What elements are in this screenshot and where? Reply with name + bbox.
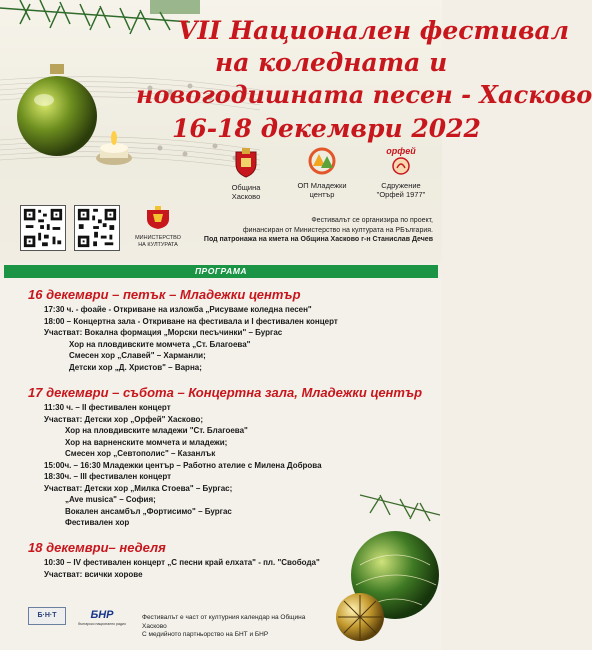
schedule-line: Участват: всички хорове xyxy=(44,569,143,579)
funding-note xyxy=(183,216,433,245)
schedule-line: Хор на пловдивските момчета „Ст. Благоева" xyxy=(69,339,251,349)
footer-line-2: С медийното партньорство на БНТ и БНР xyxy=(142,631,269,638)
day2-title: 17 декември – събота – Концертна зала, Младежки център xyxy=(28,385,423,400)
orfei-logo xyxy=(366,146,436,199)
lion-crest-icon xyxy=(143,206,173,230)
funding-line-2: финансиран от Министерство на културата на РБългария. xyxy=(242,226,433,234)
schedule-line: Детски хор „Д. Христов" – Варна; xyxy=(69,362,202,372)
schedule-line: Фестивален хор xyxy=(65,518,130,527)
day1-title: 16 декември – петък – Младежки център xyxy=(28,287,301,302)
schedule-line: Хор на пловдивските младежи "Ст. Благоева" xyxy=(65,426,248,435)
program-heading: ПРОГРАМА xyxy=(4,265,438,278)
day2-schedule xyxy=(44,402,322,529)
festival-banner xyxy=(0,0,592,262)
orfei-label-line2: "Орфей 1977" xyxy=(376,190,426,199)
schedule-line: Смесен хор „Славей" – Харманли; xyxy=(69,351,206,360)
schedule-line: 18:00 – Концертна зала - Откриване на фестивала и I фестивален концерт xyxy=(44,316,338,326)
schedule-line: Участват: Детски хор „Орфей" Хасково; xyxy=(44,414,204,424)
qr-code-icon[interactable] xyxy=(74,205,120,251)
op-label-line2: център xyxy=(309,190,335,199)
bottom-ornaments-decoration xyxy=(300,495,442,650)
schedule-line: 17:30 ч. - фоайе - Откриване на изложба „Рисуваме коледна песен" xyxy=(44,305,312,314)
ministry-label-line1: МИНИСТЕРСТВО xyxy=(135,235,181,241)
ministry-label-line2: НА КУЛТУРАТА xyxy=(138,241,178,248)
footer-line-1: Фестивалът е част от културния календар на Община Хасково xyxy=(142,614,306,630)
orfei-emblem-icon xyxy=(388,156,414,176)
schedule-line: Участват: Вокална формация „Морски песъчинки" – Бургас xyxy=(44,328,283,337)
green-ornament-decoration xyxy=(14,64,104,164)
day1-schedule xyxy=(44,304,338,373)
op-youth-center-logo xyxy=(286,146,358,199)
day3-title: 18 декември– неделя xyxy=(28,540,166,555)
footer-note xyxy=(142,614,312,640)
title-line-3: новогодишната песен - Хасково xyxy=(136,80,592,109)
bnr-logo xyxy=(78,608,126,628)
coat-of-arms-icon xyxy=(233,148,259,178)
funding-line-3: Под патронажа на кмета на Община Хасково г-н Станислав Дечев xyxy=(203,236,433,243)
title-line-1: VII Национален фестивал xyxy=(178,16,570,45)
schedule-line: 10:30 – IV фестивален концерт „С песни край елхата" - пл. "Свобода" xyxy=(44,558,320,567)
day3-schedule xyxy=(44,557,320,580)
schedule-line: „Ave musica" – София; xyxy=(65,495,156,504)
pine-branch-decoration xyxy=(0,0,200,60)
bnt-logo: Б·Н·Т xyxy=(28,607,66,625)
youth-center-icon xyxy=(305,146,339,176)
schedule-line: Вокален ансамбъл „Фортисимо" – Бургас xyxy=(65,506,232,516)
obshtina-label: Община Хасково xyxy=(231,183,261,201)
op-label-line1: ОП Младежки xyxy=(297,181,347,190)
orfei-label-line1: Сдружение xyxy=(381,181,421,190)
orfei-brand: орфей xyxy=(386,146,416,156)
title-dates: 16-18 декември 2022 xyxy=(172,114,481,143)
qr-code-icon[interactable] xyxy=(20,205,66,251)
title-line-2: на коледната и xyxy=(215,48,448,77)
schedule-line: 18:30ч. – III фестивален концерт xyxy=(44,472,172,481)
candle-decoration xyxy=(94,128,134,168)
schedule-line: Участват: Детски хор „Милка Стоева" – Бургас; xyxy=(44,483,233,493)
bnr-logo-text: БНР xyxy=(90,609,114,621)
bnr-logo-subtitle: българско национално радио xyxy=(78,622,126,626)
schedule-line: 15:00ч. – 16:30 Младежки център – Работно ателие с Милена Доброва xyxy=(44,460,322,470)
schedule-line: Хор на варненските момчета и младежи; xyxy=(65,437,228,447)
obshtina-logo xyxy=(222,148,270,201)
schedule-line: 11:30 ч. – II фестивален концерт xyxy=(44,403,171,412)
funding-line-1: Фестивалът се организира по проект, xyxy=(311,217,433,224)
schedule-line: Смесен хор „Севтополис" – Казанлък xyxy=(65,449,216,458)
